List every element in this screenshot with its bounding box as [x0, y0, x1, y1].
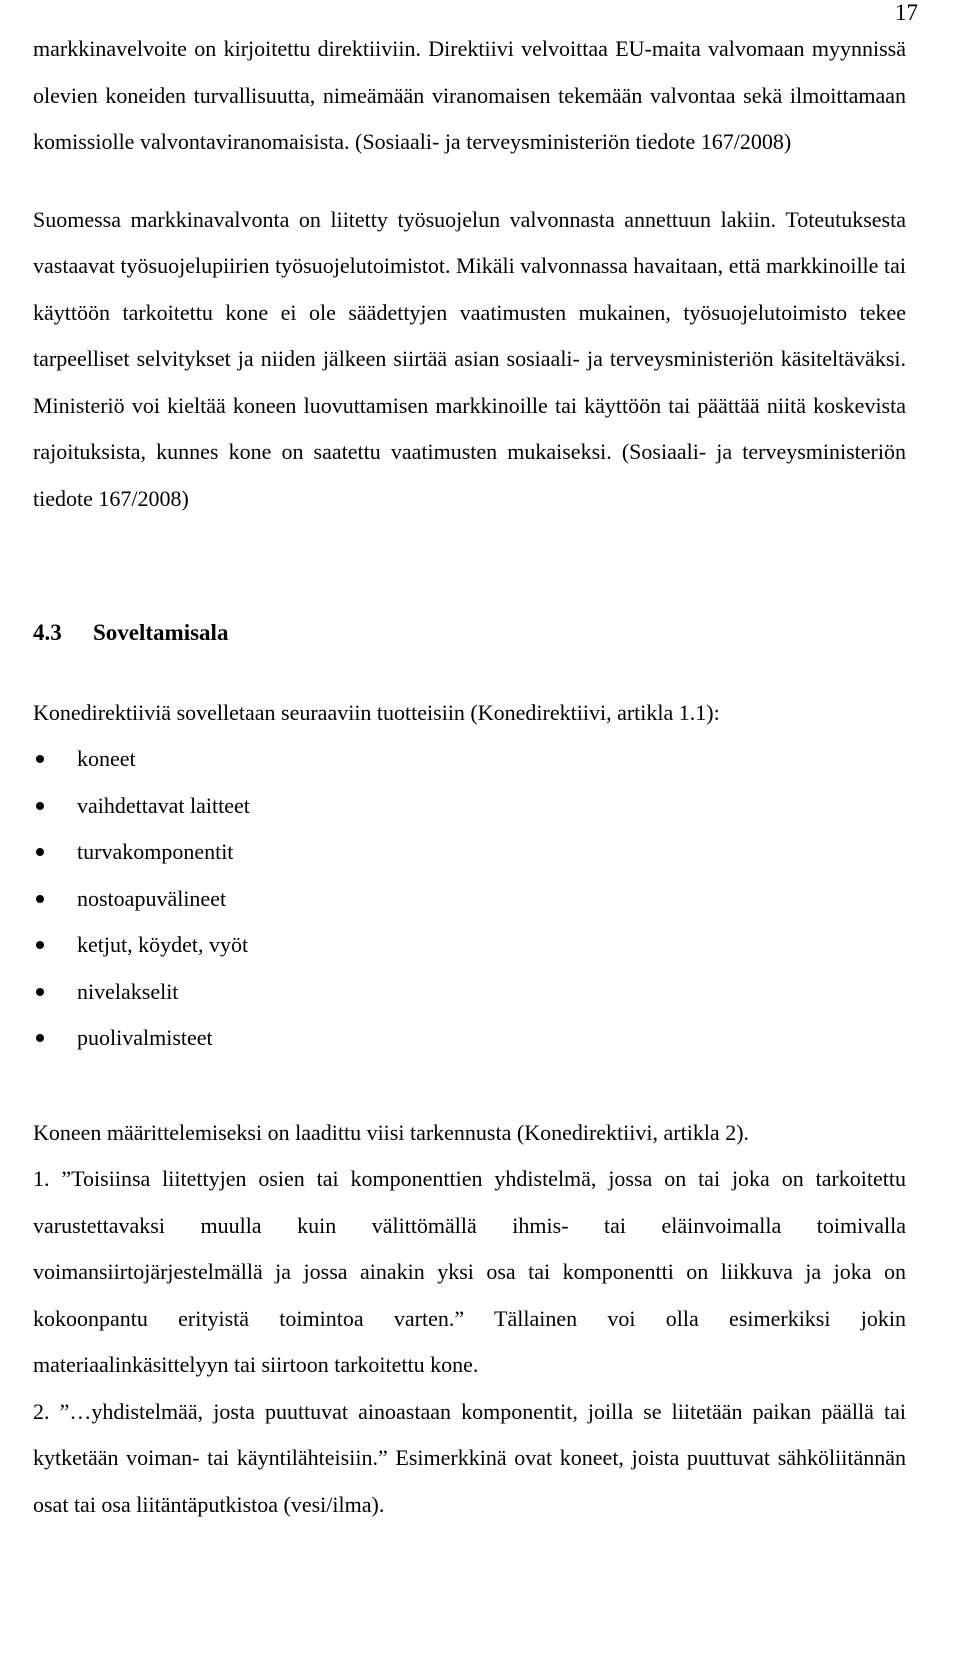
document-body [33, 26, 906, 1528]
page-number: 17 [895, 0, 918, 25]
definition-intro: Koneen määrittelemiseksi on laadittu viisi tarkennusta (Konedirektiivi, artikla 2). [33, 1119, 750, 1145]
list-item: nivelakselit [33, 969, 906, 1016]
bullet-icon [36, 988, 44, 996]
list-item: puolivalmisteet [33, 1015, 906, 1062]
bullet-icon [36, 895, 44, 903]
list-item: ketjut, köydet, vyöt [33, 922, 906, 969]
definition-item-1: 1. ”Toisiinsa liitettyjen osien tai komponenttien yhdistelmä, jossa on tai joka on tarkoitettu varustettavaksi muulla kuin välittömällä ihmis- tai eläinvoimalla toimivalla voimansiirtojärjestelmällä ja jossa ainakin yksi osa tai komponentti on liikkuva ja joka on kokoonpantu erityistä toimintoa varten.” Tällainen voi olla esimerkiksi jokin materiaalinkäsittelyyn tai siirtoon tarkoitettu kone. [33, 1166, 906, 1377]
definition-item-2: 2. ”…yhdistelmää, josta puuttuvat ainoastaan komponentit, joilla se liitetään paikan päällä tai kytketään voiman- tai käyntilähteisiin.” Esimerkkinä ovat koneet, joista puuttuvat sähköliitännän osat tai osa liitäntäputkistoa (vesi/ilma). [33, 1398, 906, 1517]
section-title: Soveltamisala [93, 620, 229, 645]
bullet-icon [36, 1034, 44, 1042]
product-list [33, 736, 906, 1062]
section-heading [33, 610, 906, 657]
scope-intro: Konedirektiiviä sovelletaan seuraaviin tuotteisiin (Konedirektiivi, artikla 1.1): [33, 699, 720, 725]
section-number: 4.3 [33, 620, 62, 645]
bullet-icon [36, 802, 44, 810]
list-item: koneet [33, 736, 906, 783]
list-item: vaihdettavat laitteet [33, 783, 906, 830]
list-item: nostoapuvälineet [33, 876, 906, 923]
paragraph-market-obligation: markkinavelvoite on kirjoitettu direktiiviin. Direktiivi velvoittaa EU-maita valvomaan myynnissä olevien koneiden turvallisuutta, nimeämään viranomaisen tekemään valvontaa sekä ilmoittamaan komissiolle valvontaviranomaisista. (Sosiaali- ja terveysministeriön tiedote 167/2008) [33, 36, 906, 154]
bullet-icon [36, 755, 44, 763]
list-item: turvakomponentit [33, 829, 906, 876]
bullet-icon [36, 848, 44, 856]
paragraph-market-surveillance-finland: Suomessa markkinavalvonta on liitetty työsuojelun valvonnasta annettuun lakiin. Toteutuksesta vastaavat työsuojelupiirien työsuojelutoimistot. Mikäli valvonnassa havaitaan, että markkinoille tai käyttöön tarkoitettu kone ei ole säädettyjen vaatimusten mukainen, työsuojelutoimisto tekee tarpeelliset selvitykset ja niiden jälkeen siirtää asian sosiaali- ja terveysministeriön käsiteltäväksi. Ministeriö voi kieltää koneen luovuttamisen markkinoille tai käyttöön tai päättää niitä koskevista rajoituksista, kunnes kone on saatettu vaatimusten mukaiseksi. (Sosiaali- ja terveysministeriön tiedote 167/2008) [33, 206, 906, 511]
bullet-icon [36, 941, 44, 949]
